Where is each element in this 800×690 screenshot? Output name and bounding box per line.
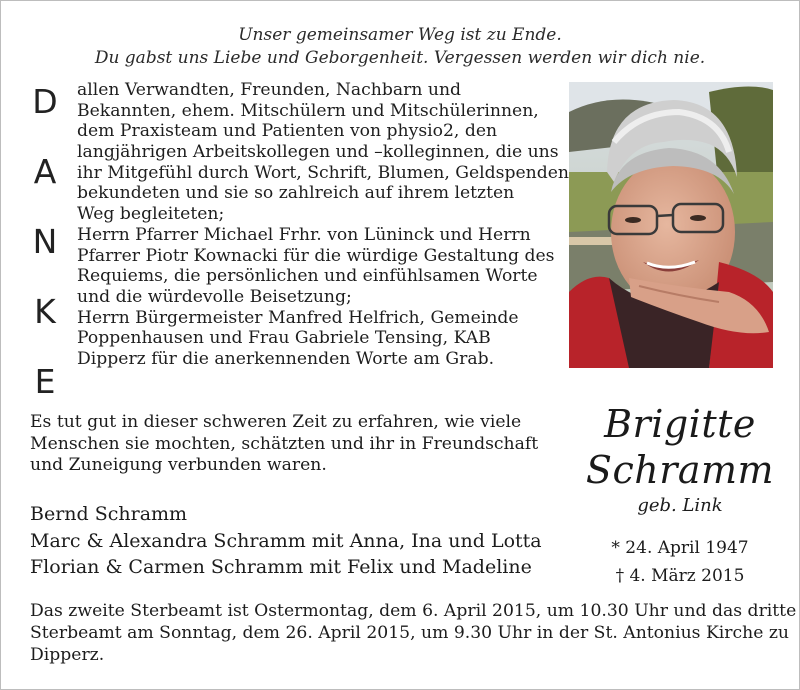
- closing-line: Menschen sie mochten, schätzten und ihr in Freundschaft: [30, 433, 539, 454]
- thanks-line: bekundeten und sie so zahlreich auf ihrem letzten: [77, 183, 515, 204]
- footer-line: Sterbeamt am Sonntag, dem 26. April 2015, um 9.30 Uhr in der St. Antonius Kirche zu: [30, 623, 789, 643]
- danke-letter-e: E: [34, 362, 56, 401]
- thanks-line: Herrn Bürgermeister Manfred Helfrich, Gemeinde: [77, 307, 519, 328]
- thanks-paragraph: [77, 80, 569, 370]
- motto-line-2: Du gabst uns Liebe und Geborgenheit. Vergessen werden wir dich nie.: [94, 48, 706, 68]
- thanks-line: ihr Mitgefühl durch Wort, Schrift, Blumen, Geldspenden: [77, 162, 569, 183]
- thanks-line: Herrn Pfarrer Michael Frhr. von Lüninck und Herrn: [77, 224, 531, 245]
- thanks-line: Bekannten, ehem. Mitschülern und Mitschülerinnen,: [77, 100, 539, 121]
- footer-line: Das zweite Sterbeamt ist Ostermontag, dem 6. April 2015, um 10.30 Uhr und das dritte: [30, 601, 797, 621]
- danke-letter-d: D: [32, 82, 58, 121]
- deceased-first-name: Brigitte: [604, 402, 756, 446]
- signatory: Marc & Alexandra Schramm mit Anna, Ina und Lotta: [30, 530, 542, 552]
- footer-line: Dipperz.: [30, 645, 105, 665]
- death-date: † 4. März 2015: [615, 566, 745, 586]
- deceased-last-name: Schramm: [585, 448, 775, 492]
- thanks-line: Pfarrer Piotr Kownacki für die würdige Gestaltung des: [77, 245, 555, 266]
- thanks-line: dem Praxisteam und Patienten von physio2, den: [77, 121, 498, 142]
- footer-paragraph: [30, 600, 796, 666]
- closing-line: und Zuneigung verbunden waren.: [30, 455, 327, 475]
- signatory: Bernd Schramm: [30, 503, 188, 525]
- portrait-photo: [569, 82, 773, 368]
- thanks-line: und die würdevolle Beisetzung;: [77, 286, 352, 307]
- thanks-line: Poppenhausen und Frau Gabriele Tensing, KAB: [77, 328, 491, 349]
- birth-date: * 24. April 1947: [611, 538, 749, 558]
- closing-paragraph: [30, 412, 538, 477]
- danke-letter-a: A: [33, 152, 57, 191]
- danke-letter-n: N: [32, 222, 58, 261]
- thanks-line: allen Verwandten, Freunden, Nachbarn und: [77, 80, 462, 100]
- motto-line-1: Unser gemeinsamer Weg ist zu Ende.: [238, 25, 562, 45]
- thanks-line: Weg begleiteten;: [77, 204, 225, 225]
- thanks-line: langjährigen Arbeitskollegen und –kolleginnen, die uns: [77, 142, 559, 163]
- thanks-line: Requiems, die persönlichen und einfühlsamen Worte: [77, 266, 538, 287]
- danke-letter-k: K: [34, 292, 56, 331]
- thanks-line: Dipperz für die anerkennenden Worte am Grab.: [77, 348, 495, 369]
- closing-line: Es tut gut in dieser schweren Zeit zu erfahren, wie viele: [30, 412, 522, 432]
- maiden-name: geb. Link: [637, 495, 723, 516]
- signatory: Florian & Carmen Schramm mit Felix und Madeline: [30, 556, 532, 578]
